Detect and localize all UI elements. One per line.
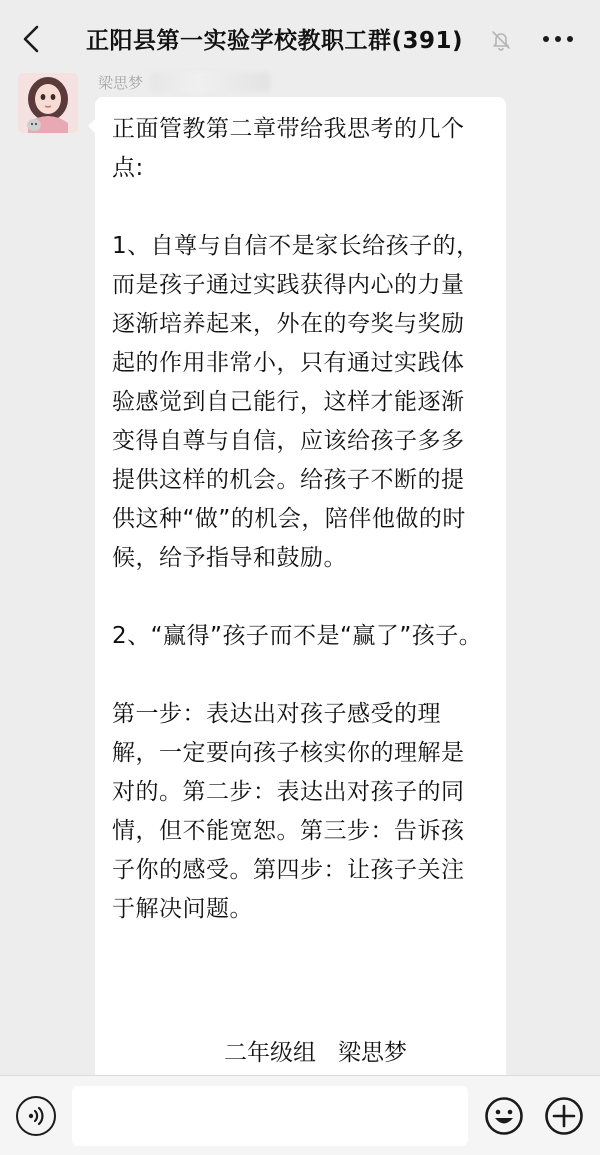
avatar[interactable] bbox=[18, 73, 78, 133]
input-bar bbox=[0, 1075, 600, 1155]
message-bubble[interactable] bbox=[95, 97, 506, 1087]
plus-button[interactable] bbox=[544, 1096, 584, 1136]
message-input[interactable] bbox=[72, 1086, 468, 1146]
emoji-icon bbox=[484, 1096, 524, 1136]
sender-name-blur bbox=[150, 72, 270, 92]
plus-icon bbox=[544, 1096, 584, 1136]
chat-header bbox=[0, 0, 600, 78]
bell-muted-icon bbox=[488, 27, 514, 53]
chat-title: 正阳县第一实验学校教职工群(391) bbox=[86, 28, 464, 54]
message-text: 正面管教第二章带给我思考的几个点: 1、自尊与自信不是家长给孩子的，而是孩子通过实践获得内心的力量逐渐培养起来，外在的夸奖与奖励起的作用非常小，只有通过实践体验感觉到自己能行，这样才能逐渐变得自尊与自信，应该给孩子多多提供这样的机会。给孩子不断的提供这种“做”的机会，陪伴他做的时候，给予指导和鼓励。 2、“赢得”孩子而不是“赢了”孩子。 第一步：表达出对孩子感受的理解，一定要向孩子核实你的理解是对的。第二步：表达出对孩子的同情，但不能宽恕。第三步：告诉孩子你的感受。第四步：让孩子关注于解决问题。 bbox=[112, 116, 483, 922]
avatar-girl-icon bbox=[18, 73, 78, 133]
message-signature: 二年级组 梁思梦 bbox=[224, 1040, 407, 1066]
voice-icon bbox=[24, 1104, 48, 1128]
sender-name: 梁思梦 bbox=[98, 74, 144, 92]
more-dots-icon[interactable] bbox=[538, 24, 578, 54]
chevron-left-icon[interactable] bbox=[16, 24, 46, 54]
emoji-button[interactable] bbox=[484, 1096, 524, 1136]
voice-button[interactable] bbox=[16, 1096, 56, 1136]
